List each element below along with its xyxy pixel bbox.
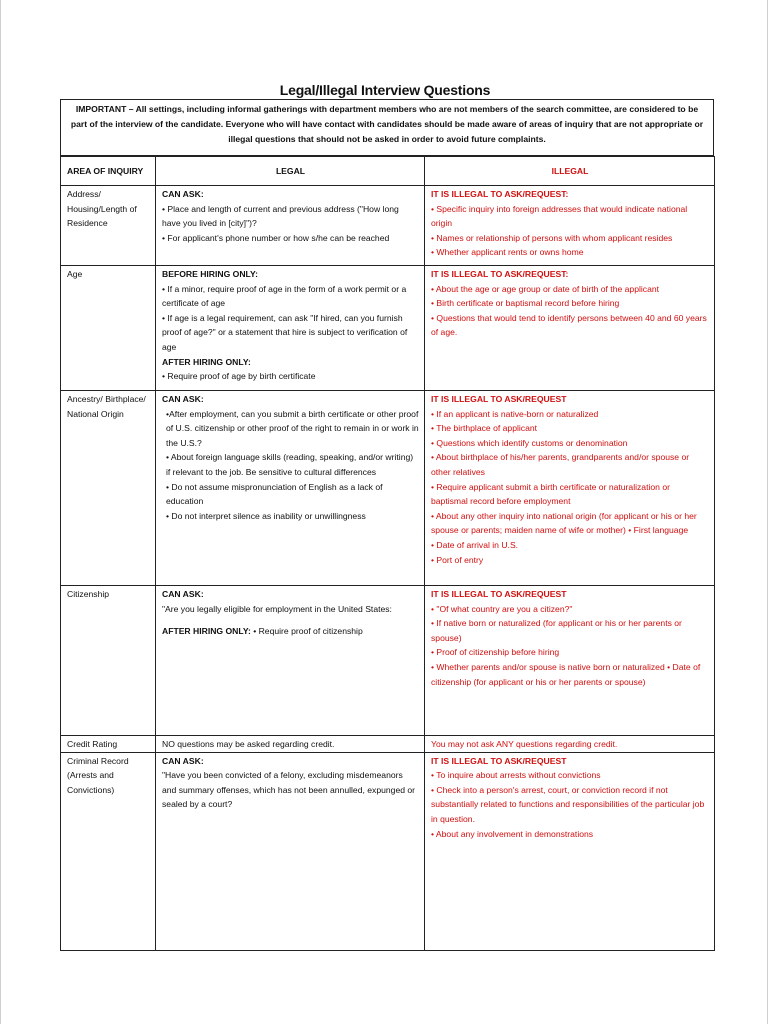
legal-heading: CAN ASK: [162,755,204,766]
illegal-item: • About any involvement in demonstrations [431,828,594,839]
illegal-cell [425,586,715,736]
illegal-item: • Birth certificate or baptismal record before hiring [431,298,620,309]
illegal-item: • Date of arrival in U.S. [431,539,519,550]
legal-item: • Do not assume mispronunciation of English as a lack of education [166,481,383,507]
illegal-heading: IT IS ILLEGAL TO ASK/REQUEST [431,394,567,404]
legal-heading: BEFORE HIRING ONLY: [162,269,258,279]
illegal-cell: You may not ask ANY questions regarding credit. [425,736,715,753]
illegal-item: • Specific inquiry into foreign addresses that would indicate national origin [431,203,688,229]
legal-item: • For applicant's phone number or how s/he can be reached [162,232,390,243]
header-area: AREA OF INQUIRY [61,157,156,186]
legal-item: • About foreign language skills (reading, speaking, and/or writing) if relevant to the job. Be sensitive to cultural differences [166,452,414,477]
illegal-item: • Names or relationship of persons with whom applicant resides [431,232,673,243]
legal-cell [156,186,425,266]
document-title: Legal/Illegal Interview Questions [279,82,491,98]
illegal-item: • Proof of citizenship before hiring [431,647,560,658]
header-legal: LEGAL [156,157,425,186]
area-cell: Criminal Record (Arrests and Convictions) [61,752,156,950]
legal-item: • If age is a legal requirement, can ask "If hired, can you furnish proof of age?" or a statement that hire is subject to verification of age [162,312,408,352]
illegal-item: • If an applicant is native-born or naturalized [431,408,599,419]
illegal-heading: IT IS ILLEGAL TO ASK/REQUEST: [431,269,569,279]
illegal-item: • Questions that would tend to identify persons between 40 and 60 years of age. [431,312,707,338]
legal-item: •After employment, can you submit a birth certificate or other proof of U.S. citizenship or other proof of the right to remain in or work in the U.S.? [166,408,419,448]
illegal-item: • Whether parents and/or spouse is native born or naturalized • Date of citizenship (for applicant or his or her parents or spouse) [431,661,701,687]
area-cell: Age [61,266,156,391]
legal-item: • If a minor, require proof of age in the form of a work permit or a certificate of age [162,283,407,309]
legal-cell [156,586,425,736]
illegal-item: • The birthplace of applicant [431,423,538,434]
legal-heading: CAN ASK: [162,189,204,199]
header-illegal: ILLEGAL [425,157,715,186]
legal-cell: NO questions may be asked regarding credit. [156,736,425,753]
illegal-item: • About birthplace of his/her parents, grandparents and/or spouse or other relatives [431,452,690,477]
table-row-citizenship [61,586,715,736]
legal-after-text: • Require proof of citizenship [250,626,363,637]
illegal-item: • About any other inquiry into national origin (for applicant or his or her spouse or parents; maiden name of wife or mother) • First language [431,510,697,536]
illegal-item: • Require applicant submit a birth certificate or naturalization or baptismal record before employment [431,481,670,507]
legal-item: • Require proof of age by birth certificate [162,371,316,382]
legal-item: "Are you legally eligible for employment in the United States: [162,603,392,614]
legal-heading: CAN ASK: [162,589,204,599]
illegal-cell [425,266,715,391]
legal-after-line [162,624,419,639]
illegal-heading: IT IS ILLEGAL TO ASK/REQUEST [431,589,567,599]
important-notice: IMPORTANT – All settings, including informal gatherings with department members who are not members of the search committee, are considered to be part of the interview of the candidate. Everyone who will have contact with candidates should be made aware of areas of inquiry that are not appropriate or illegal questions that should not be asked in order to avoid future complaints. [60,99,714,156]
illegal-cell [425,752,715,950]
illegal-item: • If native born or naturalized (for applicant or his or her parents or spouse) [431,618,682,643]
illegal-item: • Whether applicant rents or owns home [431,247,584,258]
legal-after-heading: AFTER HIRING ONLY: [162,626,251,637]
illegal-item: • "Of what country are you a citizen?" [431,603,573,614]
legal-heading: CAN ASK: [162,394,204,404]
illegal-cell [425,391,715,586]
table-row-credit [61,736,715,753]
area-cell: Address/ Housing/Length of Residence [61,186,156,266]
table-row-ancestry [61,391,715,586]
legal-item: • Do not interpret silence as inability or unwillingness [166,510,366,521]
table-row-address [61,186,715,266]
table-header-row [61,157,715,186]
legal-item: • Place and length of current and previous address ("How long have you lived in [city]")? [162,203,399,229]
inquiry-table [60,156,715,951]
illegal-item: • Check into a person's arrest, court, or conviction record if not substantially related to functions and responsibilities of the particular job in question. [431,784,705,824]
area-cell: Citizenship [61,586,156,736]
legal-heading-after: AFTER HIRING ONLY: [162,356,251,367]
illegal-item: • Port of entry [431,554,484,565]
illegal-cell [425,186,715,266]
legal-item: "Have you been convicted of a felony, excluding misdemeanors and summary offenses, which has not been annulled, expunged or sealed by a court? [162,770,416,810]
illegal-item: • To inquire about arrests without convictions [431,770,601,781]
legal-cell [156,391,425,586]
table-row-criminal [61,752,715,950]
legal-cell [156,752,425,950]
legal-cell [156,266,425,391]
illegal-heading: IT IS ILLEGAL TO ASK/REQUEST: [431,189,569,199]
illegal-item: • Questions which identify customs or denomination [431,437,628,448]
illegal-heading: IT IS ILLEGAL TO ASK/REQUEST [431,755,567,766]
area-cell: Ancestry/ Birthplace/ National Origin [61,391,156,586]
illegal-item: • About the age or age group or date of birth of the applicant [431,283,660,294]
area-cell: Credit Rating [61,736,156,753]
table-row-age [61,266,715,391]
